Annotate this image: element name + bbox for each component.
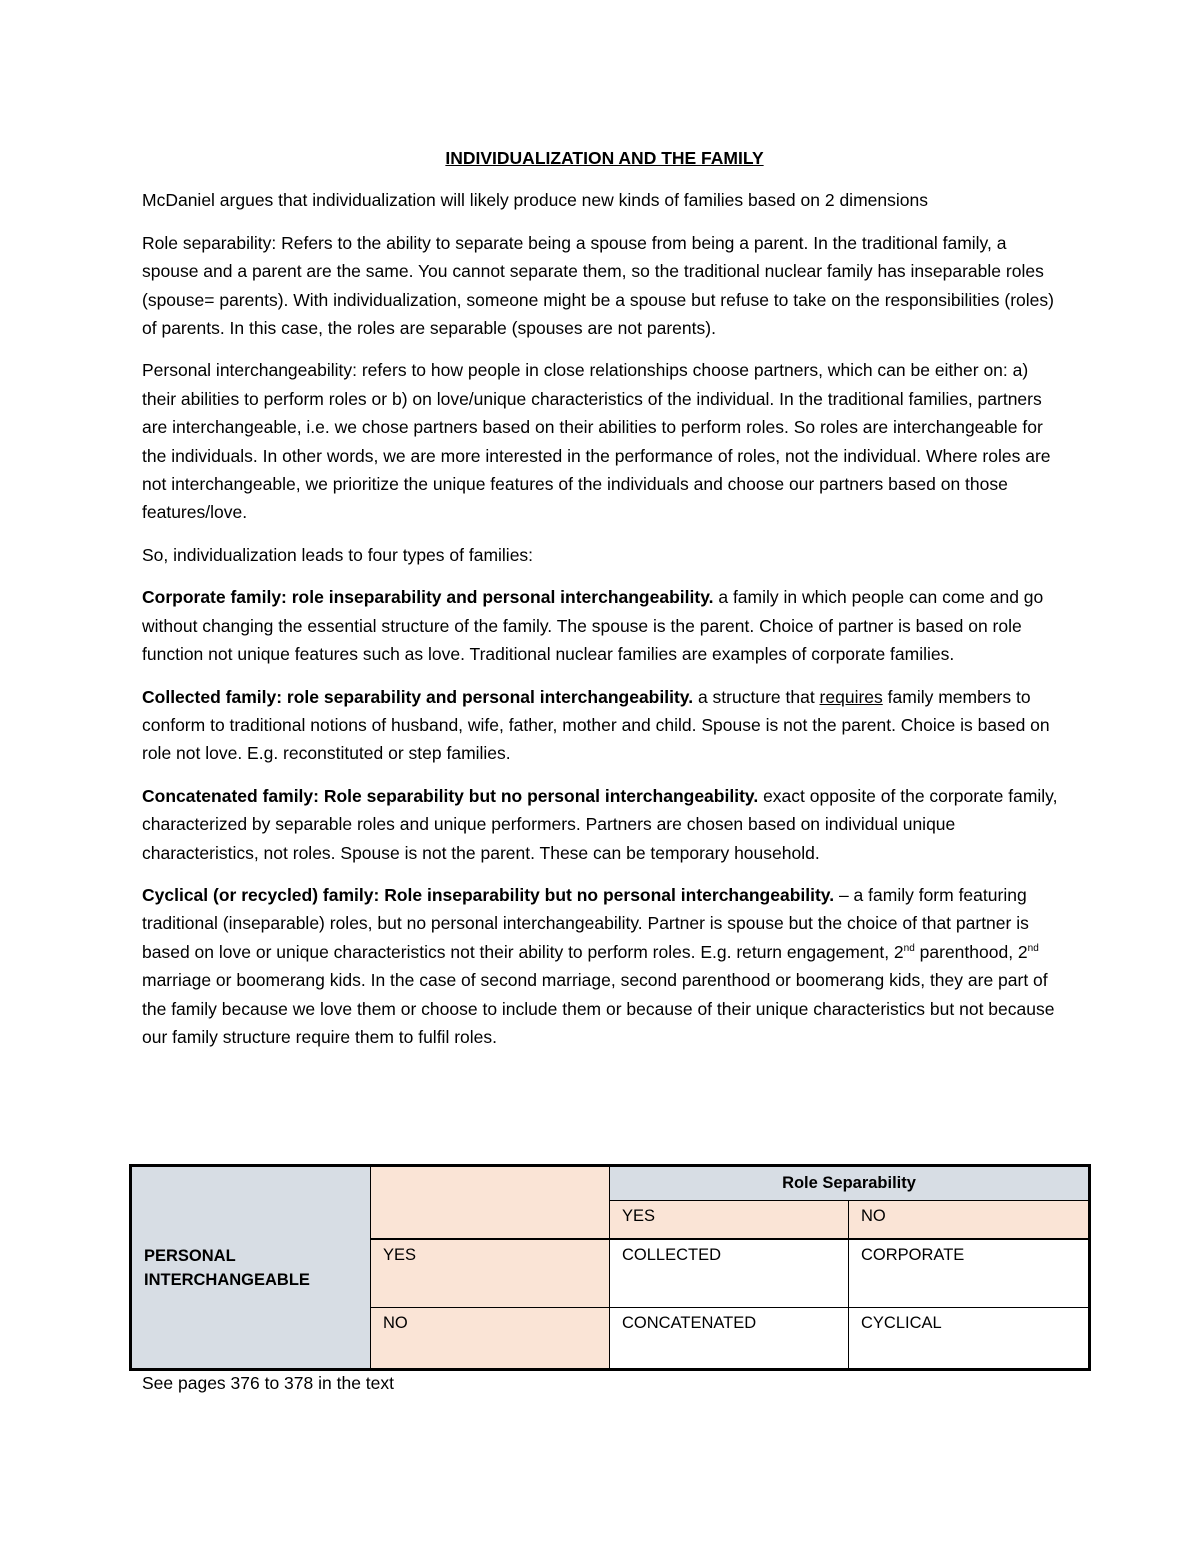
four-types-intro: So, individualization leads to four types of families:: [142, 544, 534, 565]
role-separability-paragraph: Role separability: Refers to the ability to separate being a spouse from being a parent. In the traditional family, a spouse and a parent are the same. You cannot separate them, so the traditional nuclear family has inseparable roles (spouse= parents). With individualization, someone might be a spouse but refuse to take on the responsibilities (roles) of parents. In this case, the roles are separable (spouses are not parents).: [142, 232, 1054, 339]
cyclical-family-heading: Cyclical (or recycled) family: Role inseparability but no personal interchangeability.: [142, 884, 835, 905]
role-separability-no-header: NO: [849, 1201, 1090, 1239]
cyclical-family-text-1: – a family form featuring traditional (inseparable) roles, but no personal interchangeability. Partner is spouse but the choice of that partner is based on love or unique characteristics not their ability to perform roles. E.g. return engagement, 2: [142, 884, 1029, 962]
concatenated-family-text: exact opposite of the corporate family, characterized by separable roles and unique performers. Partners are chosen based on individual unique characteristics, not roles. Spouse is not the parent. These can be temporary household.: [142, 785, 1058, 863]
role-separability-header: Role Separability: [610, 1166, 1090, 1201]
document-title: INDIVIDUALIZATION AND THE FAMILY: [445, 148, 764, 168]
concatenated-family-paragraph: [142, 782, 1067, 867]
personal-interchangeability-paragraph: Personal interchangeability: refers to how people in close relationships choose partners, which can be either on: a) their abilities to perform roles or b) on love/unique characteristics of the individual. In the traditional families, partners are interchangeable, i.e. we chose partners based on their abilities to perform roles. So roles are interchangeable for the individuals. In other words, we are more interested in the performance of roles, not the individual. Where roles are not interchangeable, we prioritize the unique features of the individuals and choose our partners based on those features/love.: [142, 360, 1051, 523]
personal-interchangeable-header: PERSONAL INTERCHANGEABLE: [131, 1166, 371, 1370]
superscript-nd: nd: [903, 942, 915, 954]
personal-interchangeable-yes-header: YES: [371, 1239, 610, 1308]
collected-family-heading: Collected family: role separability and personal interchangeability.: [142, 686, 694, 707]
intro-paragraph: McDaniel argues that individualization will likely produce new kinds of families based on 2 dimensions: [142, 190, 928, 211]
corporate-family-heading: Corporate family: role inseparability and personal interchangeability.: [142, 587, 714, 608]
corporate-family-paragraph: [142, 583, 1067, 668]
cell-cyclical: CYCLICAL: [849, 1308, 1090, 1370]
corporate-family-text: a family in which people can come and go without changing the essential structure of the family. The spouse is the parent. Choice of partner is based on role function not unique features such as love. Traditional nuclear families are examples of corporate families.: [142, 587, 1044, 665]
cell-corporate: CORPORATE: [849, 1239, 1090, 1308]
collected-family-text-after: family members to conform to traditional notions of husband, wife, father, mother and child. Spouse is not the parent. Choice is based on role not love. E.g. reconstituted or step families.: [142, 686, 1050, 764]
document-body: [142, 144, 1067, 1051]
cyclical-family-text-2: parenthood, 2: [914, 941, 1028, 962]
empty-corner-cell: [371, 1166, 610, 1239]
collected-family-underlined-word: requires: [819, 686, 883, 707]
cell-concatenated: CONCATENATED: [610, 1308, 849, 1370]
cell-collected: COLLECTED: [610, 1239, 849, 1308]
cyclical-family-paragraph: [142, 881, 1067, 1051]
family-types-table: [129, 1164, 1091, 1371]
collected-family-paragraph: [142, 683, 1067, 768]
collected-family-text-before: a structure that: [693, 686, 820, 707]
cyclical-family-text-3: marriage or boomerang kids. In the case of second marriage, second parenthood or boomerang kids, they are part of the family because we love them or choose to include them or because of their unique characteristics but not because our family structure require them to fulfil roles.: [142, 970, 1055, 1047]
concatenated-family-heading: Concatenated family: Role separability but no personal interchangeability.: [142, 785, 759, 806]
page-reference-note: See pages 376 to 378 in the text: [142, 1373, 394, 1393]
role-separability-yes-header: YES: [610, 1201, 849, 1239]
personal-interchangeable-no-header: NO: [371, 1308, 610, 1370]
superscript-nd: nd: [1027, 942, 1039, 954]
